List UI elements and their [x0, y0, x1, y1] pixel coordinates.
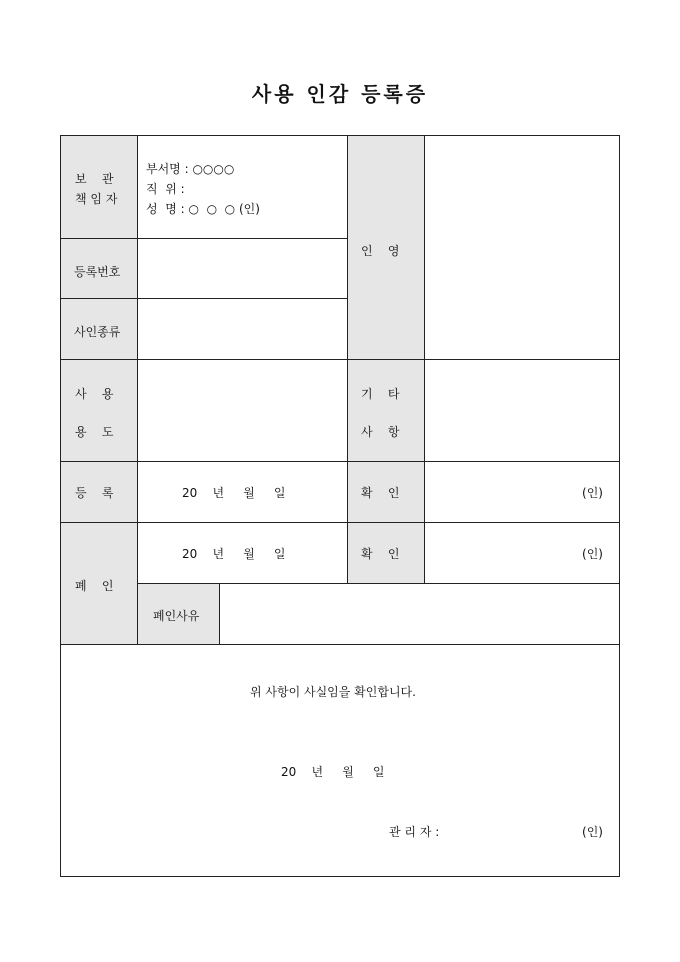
registration-seal-mark: (인) — [582, 486, 603, 500]
disposal-reason-label: 폐인사유 — [153, 609, 200, 623]
other-label-line2: 사 항 — [361, 425, 400, 439]
custodian-position: 직 위 : — [146, 182, 185, 196]
other-label-line1: 기 타 — [361, 387, 400, 401]
registration-label-cell — [61, 462, 138, 523]
disposal-label: 폐 인 — [75, 579, 114, 593]
disposal-confirm-field[interactable] — [425, 523, 619, 584]
registration-confirm-field[interactable] — [425, 462, 619, 523]
custodian-name: 성 명 : ○ ○ ○ (인) — [146, 202, 260, 216]
other-label-cell — [348, 360, 425, 462]
usage-field[interactable] — [138, 360, 348, 462]
registration-form — [60, 135, 620, 877]
reg-number-field[interactable] — [138, 239, 348, 299]
sign-type-field[interactable] — [138, 299, 348, 360]
other-field[interactable] — [425, 360, 619, 462]
disposal-date: 20 년 월 일 — [182, 547, 286, 561]
disposal-date-field[interactable] — [138, 523, 348, 584]
disposal-reason-label-cell — [138, 584, 220, 645]
page-title: 사용 인감 등록증 — [251, 82, 429, 106]
seal-impression-area[interactable] — [425, 136, 619, 360]
seal-impression-label: 인 영 — [361, 244, 400, 258]
usage-label-line1: 사 용 — [75, 387, 114, 401]
manager-seal-mark: (인) — [582, 825, 603, 839]
disposal-confirm-label-cell — [348, 523, 425, 584]
usage-label-line2: 용 도 — [75, 425, 114, 439]
custodian-label-cell — [61, 136, 138, 239]
registration-date-field[interactable] — [138, 462, 348, 523]
manager-label: 관 리 자 : — [389, 825, 440, 839]
disposal-seal-mark: (인) — [582, 547, 603, 561]
confirmation-section — [61, 645, 619, 876]
disposal-reason-field[interactable] — [220, 584, 619, 645]
usage-label-cell — [61, 360, 138, 462]
confirmation-statement: 위 사항이 사실임을 확인합니다. — [250, 685, 416, 699]
sign-type-label-cell — [61, 299, 138, 360]
disposal-confirm-label: 확 인 — [361, 547, 400, 561]
registration-date: 20 년 월 일 — [182, 486, 286, 500]
reg-number-label: 등록번호 — [74, 265, 121, 279]
custodian-label-line2: 책 임 자 — [75, 192, 118, 206]
registration-label: 등 록 — [75, 486, 114, 500]
custodian-info-cell[interactable] — [138, 136, 348, 239]
disposal-label-cell — [61, 523, 138, 645]
custodian-label-line1: 보 관 — [75, 172, 114, 186]
registration-confirm-label-cell — [348, 462, 425, 523]
sign-type-label: 사인종류 — [74, 325, 121, 339]
reg-number-label-cell — [61, 239, 138, 299]
custodian-dept: 부서명 : ○○○○ — [146, 162, 235, 176]
seal-impression-label-cell — [348, 136, 425, 360]
registration-confirm-label: 확 인 — [361, 486, 400, 500]
confirmation-date: 20 년 월 일 — [281, 765, 385, 779]
